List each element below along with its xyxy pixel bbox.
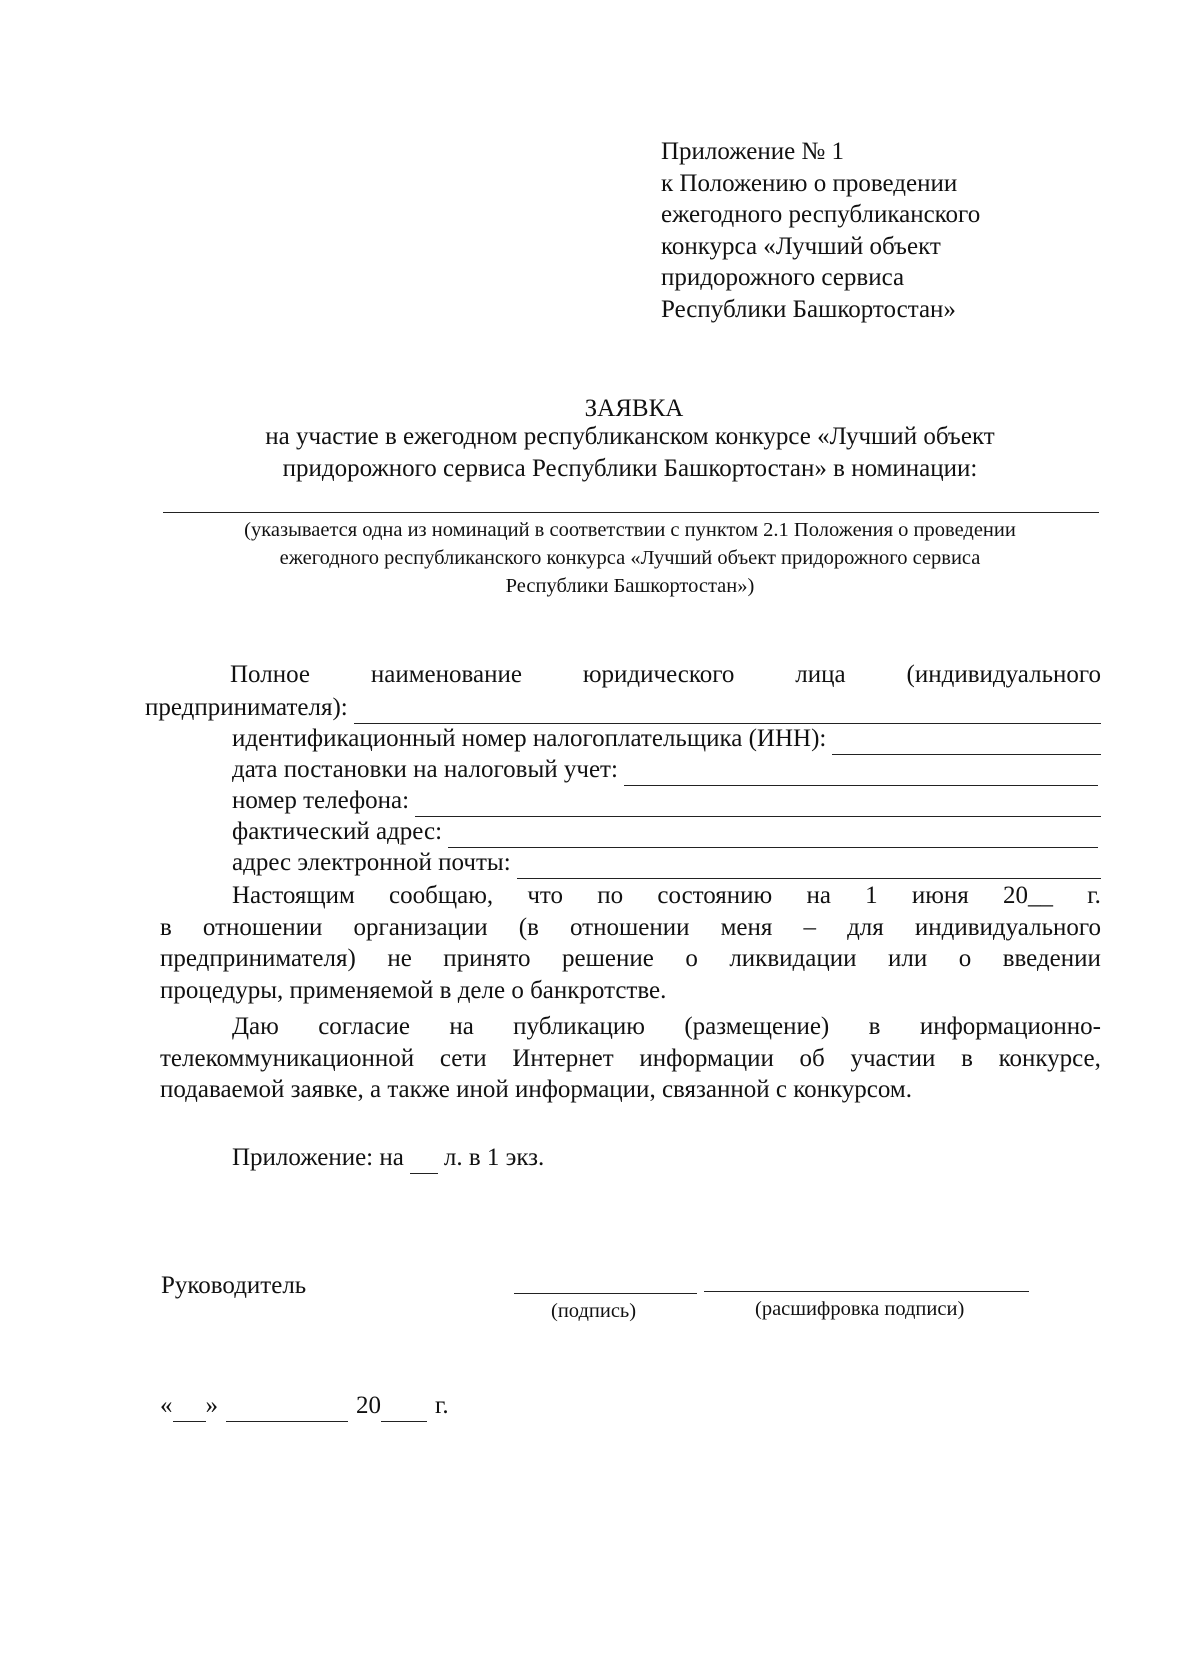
word: сообщаю, — [389, 882, 494, 909]
word: ликвидации — [729, 945, 857, 972]
nomination-field[interactable] — [163, 512, 1099, 513]
word: что — [527, 882, 564, 909]
word: предпринимателя) — [160, 945, 356, 972]
word: (в — [518, 913, 539, 941]
word: решение — [562, 945, 654, 972]
document-title: ЗАЯВКА — [584, 395, 684, 422]
word: по — [597, 882, 624, 909]
word: публикацию — [513, 1013, 645, 1040]
word: в — [160, 913, 172, 941]
address-row — [232, 816, 1098, 848]
full-name-paragraph — [230, 659, 1101, 691]
full-name-row — [145, 692, 1101, 724]
word: в — [868, 1013, 881, 1040]
word: не — [387, 945, 412, 972]
word: меня — [720, 913, 773, 941]
appendix-block — [661, 136, 1131, 325]
signature-caption: (подпись) — [551, 1300, 637, 1322]
phone-field[interactable] — [415, 793, 1101, 817]
subtitle-line: придорожного сервиса Республики Башкортостан» в номинации: — [282, 454, 978, 482]
address-label: фактический адрес: — [232, 818, 443, 845]
phone-row — [232, 785, 1101, 817]
appendix-line: ежегодного республиканского — [661, 201, 981, 228]
appendix-line: к Положению о проведении — [661, 169, 958, 197]
year-prefix: 20 — [356, 1392, 381, 1419]
signature-decoding-field[interactable] — [704, 1291, 1029, 1292]
word: индивидуального — [914, 913, 1101, 941]
full-name-label: предпринимателя): — [145, 694, 348, 721]
word: об — [799, 1044, 825, 1072]
statement-line: процедуры, применяемой в деле о банкротстве. — [160, 976, 667, 1004]
close-quote: » — [205, 1392, 218, 1419]
word: или — [887, 945, 928, 972]
word: Настоящим — [232, 882, 355, 909]
word: согласие — [318, 1013, 410, 1040]
nomination-note-line: (указывается одна из номинаций в соответствии с пунктом 2.1 Положения о проведении — [244, 519, 1016, 541]
email-row — [232, 847, 1101, 879]
subtitle-line: на участие в ежегодном республиканском конкурсе «Лучший объект — [265, 423, 995, 450]
inn-label: идентификационный номер налогоплательщика (ИНН): — [232, 725, 827, 752]
word: 1 — [865, 882, 878, 909]
email-field[interactable] — [517, 855, 1101, 879]
consent-line — [232, 1011, 1101, 1043]
word: (размещение) — [684, 1013, 830, 1040]
open-quote: « — [160, 1392, 173, 1419]
word: состоянию — [657, 882, 773, 909]
word: информационно- — [919, 1013, 1101, 1040]
word: лица — [795, 661, 846, 688]
word: участии — [850, 1044, 936, 1072]
word: наименование — [370, 661, 522, 688]
statement-line — [232, 880, 1101, 912]
head-label: Руководитель — [161, 1272, 307, 1299]
appendix-line: Республики Башкортостан» — [661, 295, 956, 323]
word: июня — [911, 882, 969, 909]
word: в — [961, 1044, 973, 1072]
statement-paragraph — [160, 880, 1101, 1006]
address-field[interactable] — [448, 824, 1098, 848]
signature-field[interactable] — [514, 1293, 697, 1294]
word: юридического — [582, 661, 735, 688]
word: организации — [353, 913, 488, 941]
phone-label: номер телефона: — [232, 787, 410, 814]
statement-line — [160, 912, 1101, 944]
word: для — [847, 913, 884, 941]
full-name-label-line — [230, 659, 1101, 691]
attachment-prefix: Приложение: на — [232, 1144, 404, 1171]
date-month-field[interactable] — [226, 1401, 348, 1422]
word: отношении — [570, 913, 690, 941]
attachment-pages-field[interactable] — [410, 1153, 438, 1174]
word: отношении — [202, 913, 323, 941]
date-day-field[interactable] — [173, 1401, 206, 1422]
word: г. — [1087, 882, 1101, 909]
tax-date-label: дата постановки на налоговый учет: — [232, 756, 618, 783]
word: на — [449, 1013, 474, 1040]
decoding-caption: (расшифровка подписи) — [755, 1298, 965, 1320]
word: Полное — [230, 661, 310, 688]
attachment-row — [232, 1142, 544, 1174]
inn-field[interactable] — [832, 731, 1101, 755]
date-year-field[interactable] — [381, 1401, 427, 1422]
year-blank[interactable]: 20__ — [1003, 882, 1054, 909]
full-name-field[interactable] — [354, 700, 1101, 724]
email-label: адрес электронной почты: — [232, 849, 511, 876]
nomination-note — [150, 516, 1110, 600]
word: информации — [639, 1044, 774, 1072]
tax-date-field[interactable] — [624, 762, 1098, 786]
tax-date-row — [232, 754, 1098, 786]
statement-line — [160, 943, 1101, 975]
appendix-line: конкурса «Лучший объект — [661, 232, 941, 260]
nomination-note-line: Республики Башкортостан») — [505, 575, 755, 597]
word: телекоммуникационной — [160, 1044, 415, 1072]
word: о — [685, 945, 698, 972]
word: конкурсе, — [998, 1044, 1101, 1072]
word: введении — [1002, 945, 1101, 972]
word: принято — [443, 945, 531, 972]
consent-line: подаваемой заявке, а также иной информации, связанной с конкурсом. — [160, 1076, 912, 1103]
word: сети — [439, 1044, 487, 1072]
nomination-note-line: ежегодного республиканского конкурса «Лучший объект придорожного сервиса — [279, 547, 981, 569]
consent-line — [160, 1043, 1101, 1075]
year-suffix: г. — [435, 1392, 449, 1419]
appendix-line: придорожного сервиса — [661, 264, 905, 291]
word: о — [958, 945, 972, 972]
word: на — [806, 882, 831, 909]
consent-paragraph — [160, 1011, 1101, 1106]
appendix-line: Приложение № 1 — [661, 138, 845, 165]
attachment-suffix: л. в 1 экз. — [443, 1144, 545, 1171]
word: – — [803, 913, 816, 941]
word: (индивидуального — [906, 661, 1101, 688]
document-subtitle — [190, 421, 1070, 484]
word: Даю — [232, 1013, 279, 1040]
date-row — [160, 1390, 449, 1422]
word: Интернет — [512, 1044, 614, 1072]
inn-row — [232, 723, 1101, 755]
